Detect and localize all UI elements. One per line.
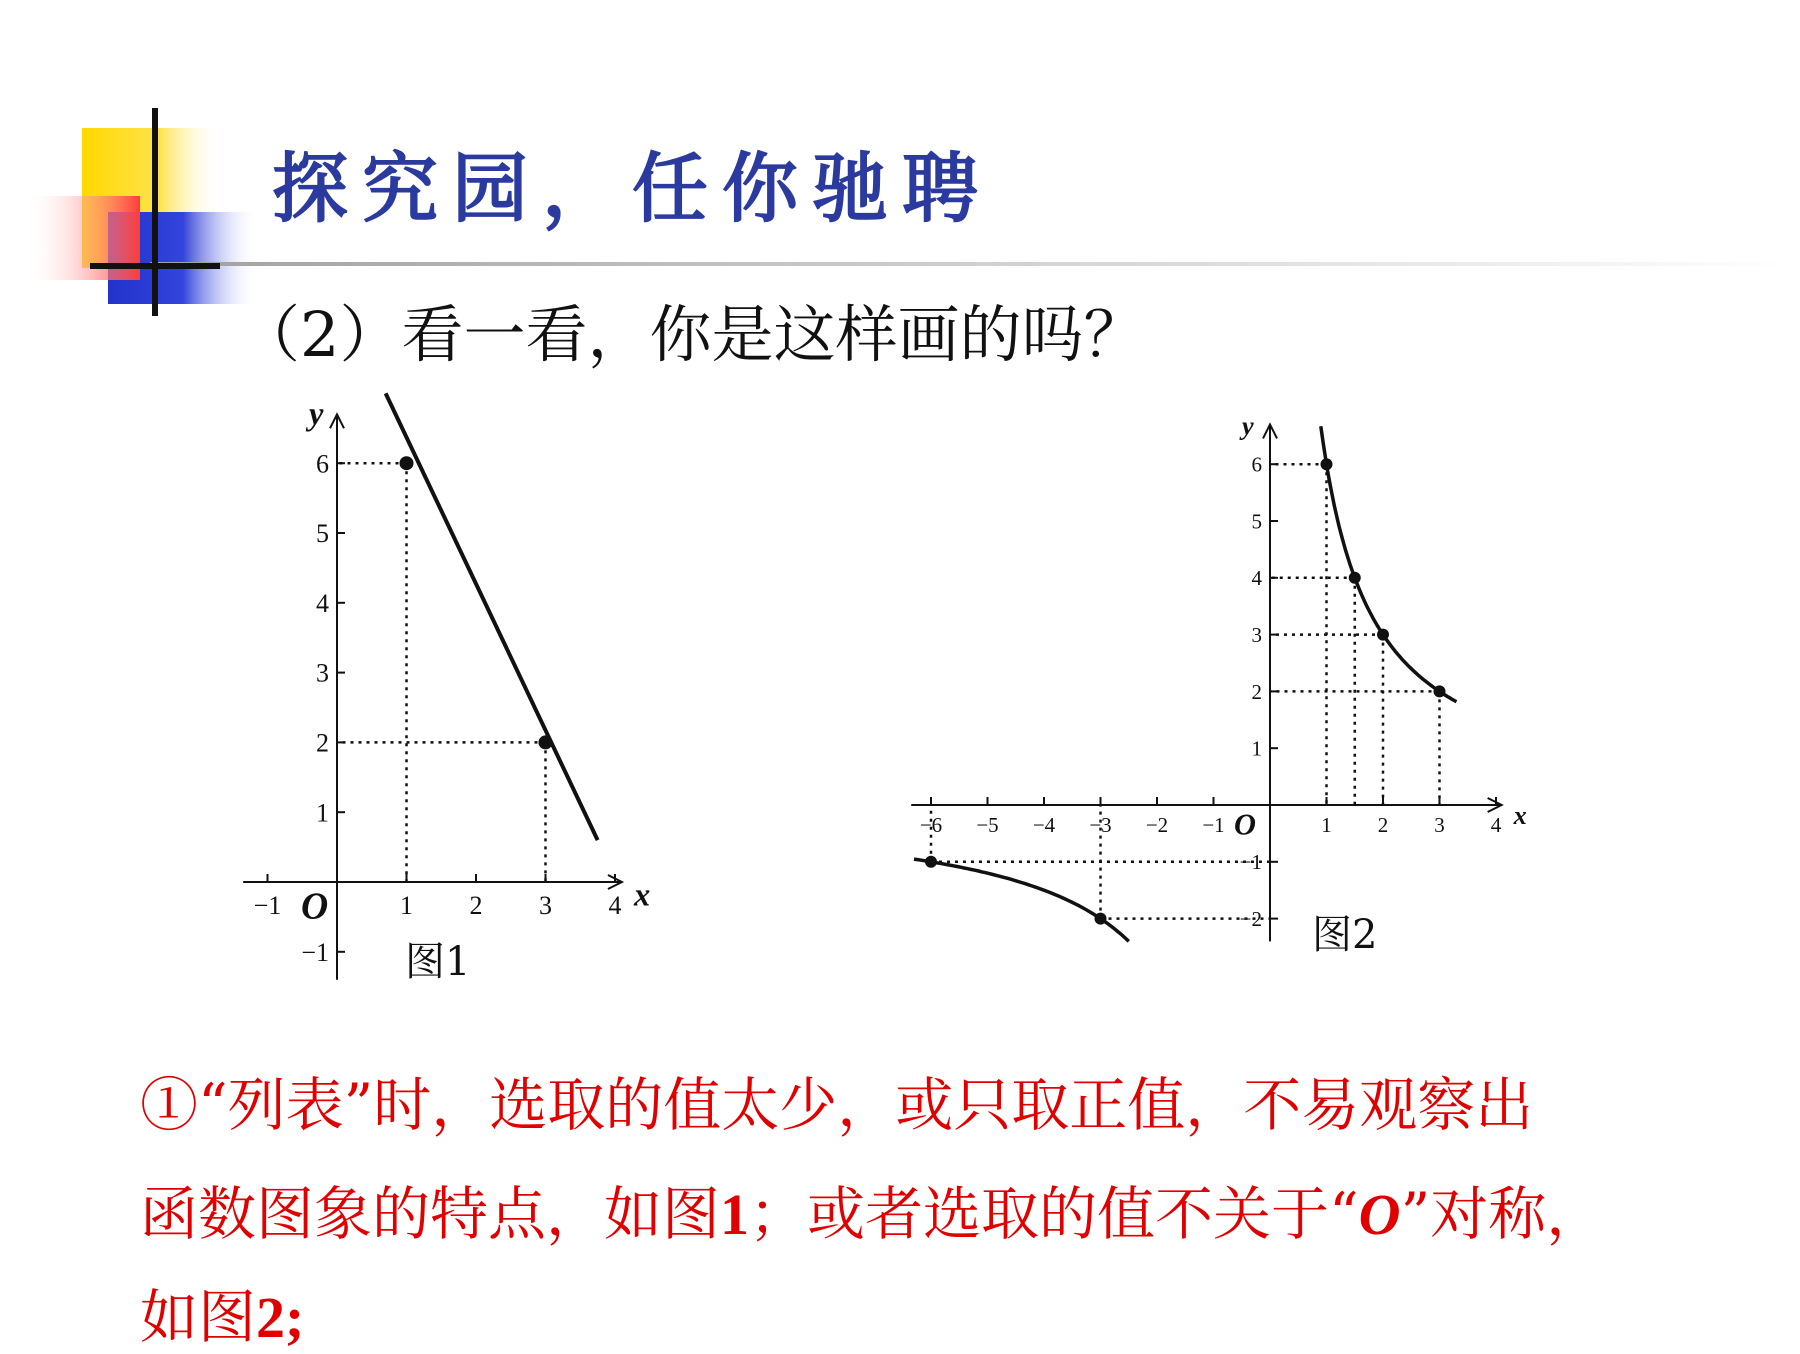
- y-tick-label: 5: [316, 519, 329, 549]
- origin-label: O: [1234, 807, 1256, 842]
- x-tick-label: 2: [469, 891, 483, 920]
- x-axis-label: x: [633, 877, 651, 914]
- note-text-2a: 函数图象的特点，如图: [140, 1180, 721, 1248]
- data-point: [1095, 913, 1107, 925]
- y-tick-label: 4: [316, 588, 329, 618]
- y-tick-label: 5: [1251, 509, 1262, 534]
- x-tick-label: 1: [400, 891, 413, 920]
- y-tick-label: −1: [1239, 850, 1262, 875]
- slide-subtitle: （2）看一看，你是这样画的吗？: [238, 298, 1146, 371]
- note-origin-ref: O: [1358, 1182, 1401, 1247]
- x-tick-label: −2: [1145, 813, 1169, 837]
- y-tick-label: 2: [316, 728, 329, 758]
- x-tick-label: 3: [539, 891, 552, 920]
- y-tick-label: 6: [1251, 452, 1262, 477]
- data-point: [925, 856, 937, 868]
- y-tick-label: 6: [316, 449, 329, 479]
- origin-label: O: [301, 885, 329, 928]
- y-tick-label: 3: [1251, 622, 1262, 647]
- x-axis-label: x: [1513, 800, 1527, 830]
- note-text-3a: 如图: [140, 1283, 257, 1351]
- data-point: [1434, 685, 1446, 697]
- x-tick-label: −5: [976, 813, 999, 837]
- note-line-3: [140, 1270, 1700, 1354]
- y-tick-label: 2: [1251, 679, 1262, 704]
- figure-label: 图1: [405, 939, 471, 985]
- note-fig2-ref: 2;: [256, 1285, 305, 1350]
- series-line-1: [1321, 426, 1457, 701]
- note-text-2e: ”对称，: [1400, 1180, 1605, 1248]
- note-line-2: [140, 1167, 1700, 1251]
- note-text-1: ①“列表”时，选取的值太少，或只取正值，不易观察出: [140, 1071, 1534, 1139]
- y-tick-label: 1: [1251, 736, 1262, 761]
- x-tick-label: 4: [608, 891, 622, 920]
- data-point: [1321, 458, 1333, 470]
- y-tick-label: 1: [316, 798, 329, 828]
- x-tick-label: −3: [1089, 813, 1112, 837]
- y-axis-label: y: [309, 396, 324, 433]
- x-tick-label: −1: [253, 891, 282, 920]
- x-tick-label: 3: [1434, 813, 1445, 837]
- data-point: [1349, 572, 1361, 584]
- slide-title: 探究园，任你驰聘: [272, 144, 992, 233]
- x-tick-label: 1: [1321, 813, 1332, 837]
- data-point: [1377, 629, 1389, 641]
- note-line-1: [140, 1058, 1700, 1142]
- series-line-2: [914, 859, 1129, 941]
- note-fig1-ref: 1: [720, 1182, 750, 1247]
- x-tick-label: −6: [919, 813, 943, 837]
- y-tick-label: −2: [1239, 906, 1262, 931]
- y-tick-label: 4: [1251, 566, 1262, 591]
- x-tick-label: 4: [1490, 813, 1502, 837]
- x-tick-label: −4: [1032, 813, 1056, 837]
- y-axis-label: y: [1242, 411, 1254, 441]
- note-text-2c: ；或者选取的值不关于“: [749, 1180, 1359, 1248]
- x-tick-label: −1: [1202, 813, 1225, 837]
- y-tick-label: 3: [316, 658, 329, 688]
- x-tick-label: 2: [1377, 813, 1389, 837]
- y-tick-label: −1: [301, 937, 329, 967]
- figure-label: 图2: [1312, 912, 1378, 958]
